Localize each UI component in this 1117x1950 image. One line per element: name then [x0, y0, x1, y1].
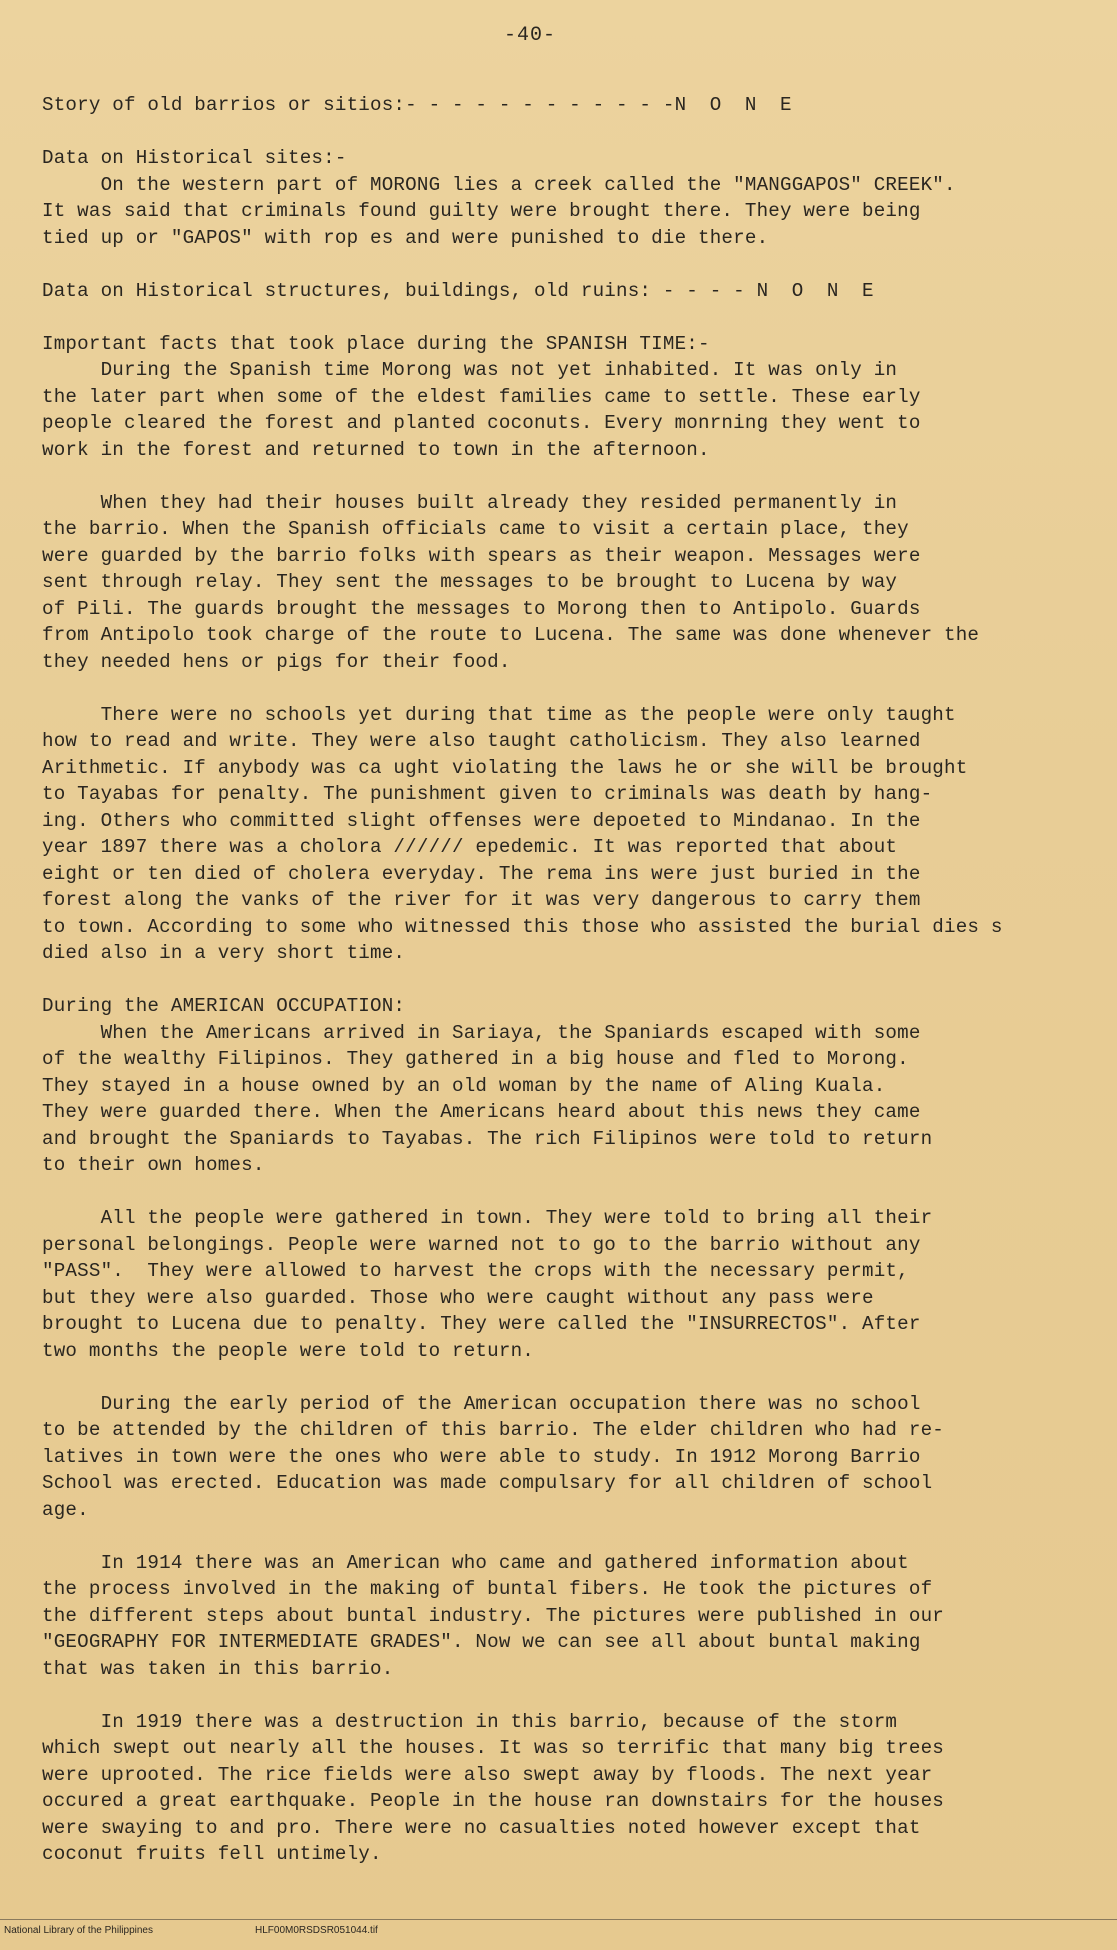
blank-line	[42, 967, 1072, 994]
text-line: During the AMERICAN OCCUPATION:	[42, 995, 406, 1017]
text-line: "PASS". They were allowed to harvest the crops with the necessary permit,	[42, 1260, 909, 1282]
text-line: All the people were gathered in town. They were told to bring all their	[42, 1207, 933, 1229]
text-line: They were guarded there. When the Americans heard about this news they came	[42, 1101, 921, 1123]
footer-file-id: HLF00M0RSDSR051044.tif	[255, 1925, 378, 1936]
text-line: that was taken in this barrio.	[42, 1657, 394, 1680]
text-line: how to read and write. They were also taught catholicism. They also learned	[42, 730, 921, 752]
text-line: work in the forest and returned to town in the afternoon.	[42, 438, 710, 461]
text-line: to their own homes.	[42, 1154, 265, 1176]
text-line: to Tayabas for penalty. The punishment given to criminals was death by hang-	[42, 783, 933, 805]
text-line: of Pili. The guards brought the messages to Morong then to Antipolo. Guards	[42, 597, 921, 620]
text-line: to town. According to some who witnessed this those who assisted the burial dies s	[42, 915, 1003, 938]
text-line: were swaying to and pro. There were no casualties noted however except that	[42, 1816, 921, 1839]
text-line: died also in a very short time.	[42, 942, 406, 964]
text-line: two months the people were told to return.	[42, 1339, 535, 1362]
text-line: School was erected. Education was made compulsary for all children of school	[42, 1472, 933, 1494]
text-line: When they had their houses built already they resided permanently in	[42, 491, 898, 514]
document-body	[42, 92, 1072, 1868]
blank-line	[42, 1179, 1072, 1206]
blank-line	[42, 119, 1072, 146]
text-line: of the wealthy Filipinos. They gathered in a big house and fled to Morong.	[42, 1048, 909, 1070]
footer-library-name: National Library of the Philippines	[4, 1925, 153, 1936]
text-line: When the Americans arrived in Sariaya, the Spaniards escaped with some	[42, 1021, 921, 1044]
text-line: forest along the vanks of the river for it was very dangerous to carry them	[42, 889, 921, 911]
text-line: In 1914 there was an American who came and gathered information about	[42, 1551, 909, 1574]
text-line: were guarded by the barrio folks with spears as their weapon. Messages were	[42, 544, 921, 567]
text-line: occured a great earthquake. People in the house ran downstairs for the houses	[42, 1790, 945, 1812]
text-line: Important facts that took place during the SPANISH TIME:-	[42, 332, 710, 355]
text-line: eight or ten died of cholera everyday. The rema ins were just buried in the	[42, 862, 921, 885]
text-line: It was said that criminals found guilty were brought there. They were being	[42, 200, 921, 222]
text-line: coconut fruits fell untimely.	[42, 1843, 382, 1865]
blank-line	[42, 1523, 1072, 1550]
text-line: the later part when some of the eldest families came to settle. These early	[42, 385, 921, 408]
text-line: sent through relay. They sent the messages to be brought to Lucena by way	[42, 571, 898, 593]
text-line: were uprooted. The rice fields were also swept away by floods. The next year	[42, 1763, 933, 1786]
page-number: -40-	[503, 24, 556, 47]
text-line: There were no schools yet during that time as the people were only taught	[42, 703, 956, 726]
text-line: They stayed in a house owned by an old woman by the name of Aling Kuala.	[42, 1074, 886, 1097]
text-line: from Antipolo took charge of the route to Lucena. The same was done whenever the	[42, 624, 980, 646]
text-line: Story of old barrios or sitios:- - - - - - - - - - - -N O N E	[42, 94, 792, 116]
text-line: the barrio. When the Spanish officials came to visit a certain place, they	[42, 518, 909, 540]
text-line: personal belongings. People were warned not to go to the barrio without any	[42, 1233, 921, 1256]
blank-line	[42, 463, 1072, 490]
text-line: Data on Historical structures, buildings, old ruins: - - - - N O N E	[42, 279, 874, 302]
text-line: the process involved in the making of buntal fibers. He took the pictures of	[42, 1578, 933, 1600]
text-line: In 1919 there was a destruction in this barrio, because of the storm	[42, 1710, 898, 1733]
text-line: the different steps about buntal industry. The pictures were published in our	[42, 1604, 945, 1627]
blank-line	[42, 251, 1072, 278]
text-line: tied up or "GAPOS" with rop es and were punished to die there.	[42, 226, 769, 249]
text-line: but they were also guarded. Those who were caught without any pass were	[42, 1286, 874, 1309]
blank-line	[42, 1682, 1072, 1709]
text-line: "GEOGRAPHY FOR INTERMEDIATE GRADES". Now we can see all about buntal making	[42, 1631, 921, 1653]
text-line: Arithmetic. If anybody was ca ught violating the laws he or she will be brought	[42, 756, 968, 779]
text-line: which swept out nearly all the houses. It was so terrific that many big trees	[42, 1737, 945, 1759]
text-line: latives in town were the ones who were able to study. In 1912 Morong Barrio	[42, 1445, 921, 1468]
text-line: During the early period of the American occupation there was no school	[42, 1392, 921, 1415]
text-line: age.	[42, 1498, 89, 1521]
text-line: and brought the Spaniards to Tayabas. The rich Filipinos were told to return	[42, 1127, 933, 1150]
text-line: Data on Historical sites:-	[42, 147, 347, 169]
scan-footer	[0, 1919, 1117, 1942]
blank-line	[42, 1364, 1072, 1391]
blank-line	[42, 304, 1072, 331]
text-line: ing. Others who committed slight offenses were depoeted to Mindanao. In the	[42, 809, 921, 832]
text-line: people cleared the forest and planted coconuts. Every monrning they went to	[42, 412, 921, 434]
text-line: to be attended by the children of this barrio. The elder children who had re-	[42, 1419, 945, 1441]
text-line: year 1897 there was a cholora ////// epedemic. It was reported that about	[42, 836, 898, 858]
text-line: they needed hens or pigs for their food.	[42, 650, 511, 673]
text-line: During the Spanish time Morong was not yet inhabited. It was only in	[42, 359, 898, 381]
text-line: brought to Lucena due to penalty. They were called the "INSURRECTOS". After	[42, 1313, 921, 1335]
blank-line	[42, 675, 1072, 702]
text-line: On the western part of MORONG lies a creek called the "MANGGAPOS" CREEK".	[42, 173, 956, 196]
